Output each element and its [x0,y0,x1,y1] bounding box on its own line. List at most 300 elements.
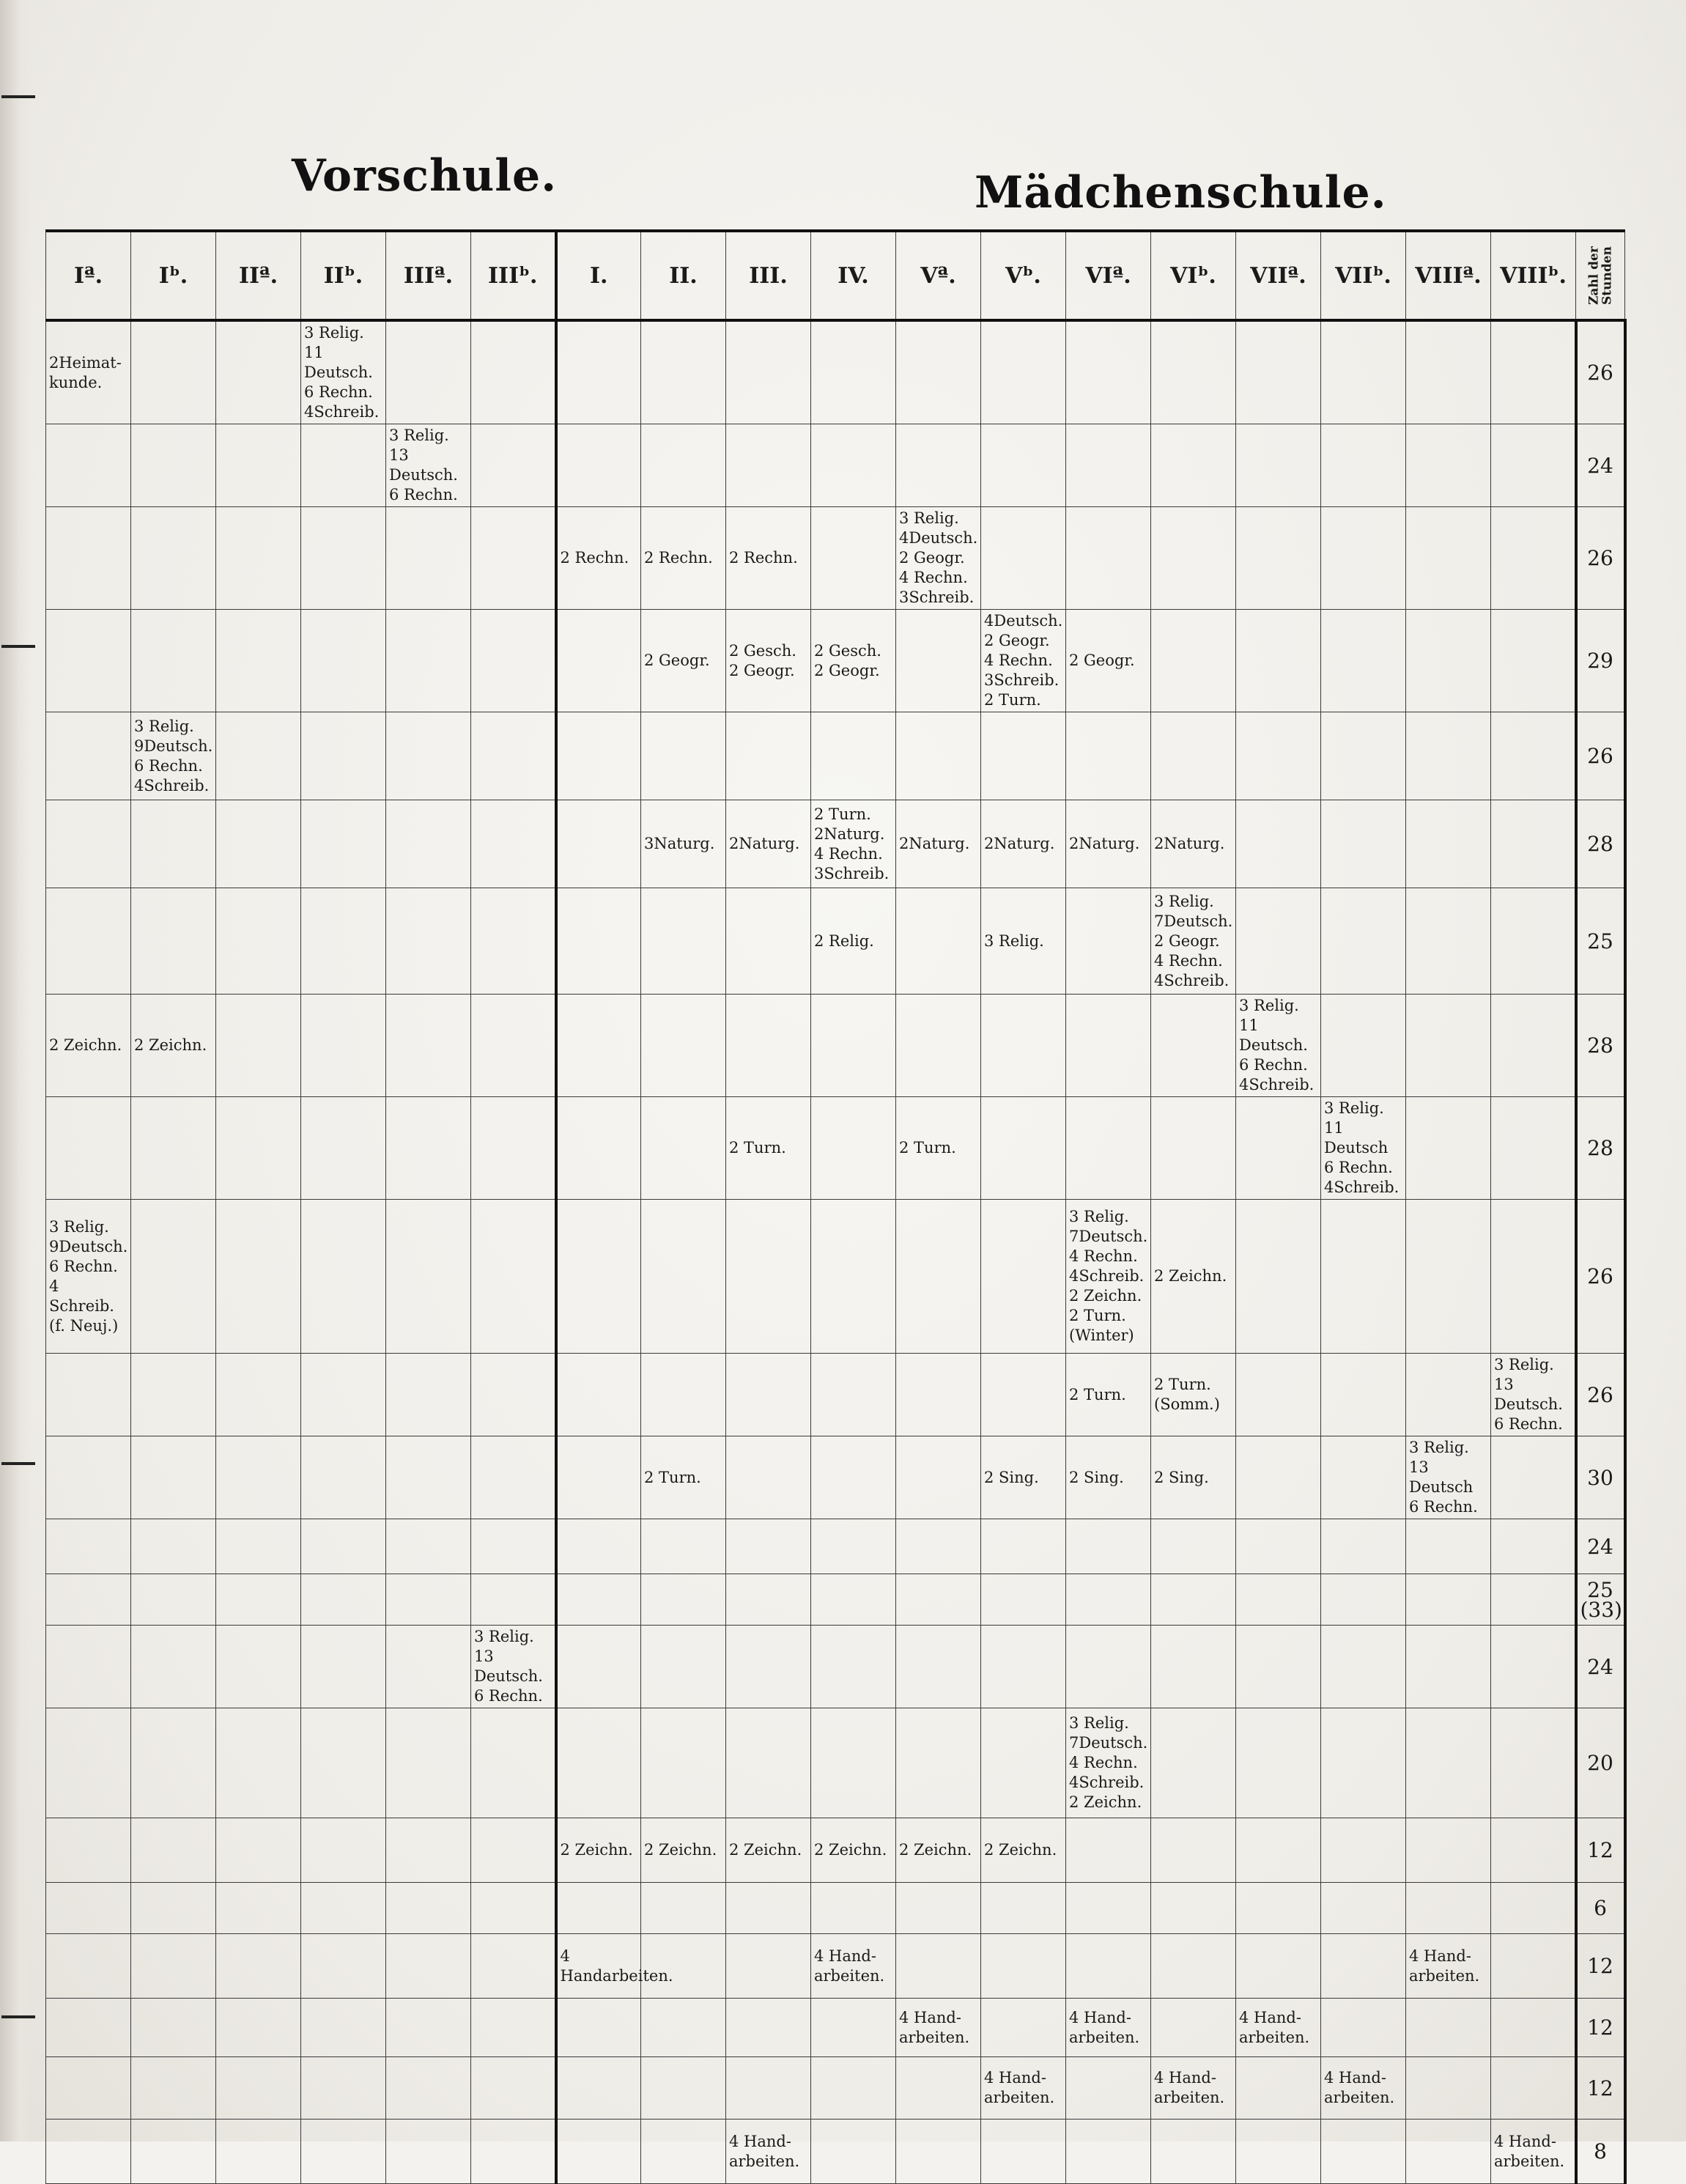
table-cell [216,800,301,888]
table-cell: 2Naturg. [1151,800,1236,888]
table-cell [216,610,301,712]
table-cell [726,1708,811,1818]
table-cell [811,1883,896,1934]
table-cell: 2 Rechn. [641,507,726,610]
table-cell [46,1999,131,2057]
table-cell: 3 Relig. 7Deutsch. 4 Rechn. 4Schreib. 2 Zeichn. 2 Turn. (Winter) [1066,1200,1151,1354]
table-cell [46,1097,131,1200]
table-cell [46,1519,131,1574]
table-cell [301,1626,386,1708]
table-cell [1491,2057,1576,2120]
table-row [46,1999,1625,2057]
table-cell [1236,1883,1321,1934]
column-header: Iª. [46,231,131,320]
table-cell [301,1708,386,1818]
table-cell [46,1354,131,1436]
table-cell [471,712,556,800]
table-cell [1321,1354,1406,1436]
hours-cell: 24 [1576,1626,1625,1708]
table-cell [896,1883,981,1934]
table-cell [556,712,641,800]
table-cell [641,1934,726,1999]
table-cell [471,1200,556,1354]
table-cell [131,2120,216,2184]
table-cell [386,320,471,424]
hours-cell: 26 [1576,712,1625,800]
table-cell [301,1818,386,1883]
table-cell: 2Naturg. [1066,800,1151,888]
table-cell [556,1097,641,1200]
table-cell: 2 Zeichn. [896,1818,981,1883]
table-row [46,800,1625,888]
table-cell [1406,1097,1491,1200]
table-cell [1151,320,1236,424]
table-row [46,712,1625,800]
table-cell [131,1200,216,1354]
table-cell [131,1436,216,1519]
table-cell [896,2057,981,2120]
table-cell [386,1574,471,1626]
table-cell [1236,1708,1321,1818]
table-cell [471,424,556,507]
table-cell: 4 Hand- arbeiten. [981,2057,1066,2120]
table-cell [46,2057,131,2120]
table-cell [641,1999,726,2057]
table-cell [46,2120,131,2184]
table-cell [1406,1626,1491,1708]
table-row [46,507,1625,610]
table-cell [1066,1097,1151,1200]
table-cell: 2 Zeichn. [46,995,131,1097]
table-cell [1321,507,1406,610]
table-cell [1066,1934,1151,1999]
table-cell [726,1354,811,1436]
table-cell [216,1883,301,1934]
table-cell [981,1574,1066,1626]
hours-cell: 26 [1576,320,1625,424]
table-cell [131,424,216,507]
table-cell: 2 Turn. (Somm.) [1151,1354,1236,1436]
table-cell [216,507,301,610]
table-cell [981,712,1066,800]
table-cell [726,1436,811,1519]
table-cell [981,1200,1066,1354]
table-cell [981,995,1066,1097]
table-cell [46,1934,131,1999]
table-cell [301,1883,386,1934]
table-cell [1321,1818,1406,1883]
table-cell [386,800,471,888]
table-cell [981,507,1066,610]
table-cell [471,1097,556,1200]
column-header: III. [726,231,811,320]
table-cell [1406,1883,1491,1934]
table-cell [1066,1883,1151,1934]
table-cell: 4 Hand- arbeiten. [726,2120,811,2184]
table-cell [216,2057,301,2120]
table-cell [811,1999,896,2057]
table-cell [471,1999,556,2057]
table-row [46,1519,1625,1574]
table-row [46,1883,1625,1934]
table-cell [1236,610,1321,712]
table-cell [811,1200,896,1354]
table-cell: 3 Relig. 9Deutsch. 6 Rechn. 4 Schreib. (f. Neuj.) [46,1200,131,1354]
table-cell: 2Heimat- kunde. [46,320,131,424]
table-cell [1236,2120,1321,2184]
column-header: IIIª. [386,231,471,320]
hours-cell: 25 [1576,888,1625,995]
hours-cell: 24 [1576,424,1625,507]
table-cell [1406,2057,1491,2120]
table-cell [556,1519,641,1574]
hours-column-header: Zahl der Stunden [1576,231,1625,320]
table-cell [1406,507,1491,610]
table-cell [1321,888,1406,995]
table-cell [641,2120,726,2184]
table-cell [1491,1097,1576,1200]
table-cell [1236,888,1321,995]
table-cell [981,1708,1066,1818]
table-cell: 4Deutsch. 2 Geogr. 4 Rechn. 3Schreib. 2 Turn. [981,610,1066,712]
table-cell [46,800,131,888]
column-header: VIIᵇ. [1321,231,1406,320]
table-cell [1151,507,1236,610]
table-cell [641,424,726,507]
table-cell: 2 Geogr. [1066,610,1151,712]
table-cell [1066,1818,1151,1883]
table-cell [1491,1436,1576,1519]
table-cell [1321,712,1406,800]
table-cell [1321,1883,1406,1934]
table-cell: 4 Hand- arbeiten. [1151,2057,1236,2120]
table-cell: 2 Zeichn. [981,1818,1066,1883]
table-cell [981,1626,1066,1708]
table-cell [46,1818,131,1883]
table-cell [981,320,1066,424]
table-cell [1151,1708,1236,1818]
table-cell [301,1934,386,1999]
table-cell [301,2057,386,2120]
table-cell: 3 Relig. 4Deutsch. 2 Geogr. 4 Rechn. 3Schreib. [896,507,981,610]
hours-cell: 6 [1576,1883,1625,1934]
table-cell [1236,1574,1321,1626]
hours-cell: 30 [1576,1436,1625,1519]
table-cell [896,1934,981,1999]
table-cell: 2 Gesch. 2 Geogr. [726,610,811,712]
table-cell [386,1818,471,1883]
table-cell: 2 Rechn. [726,507,811,610]
table-cell: 2 Rechn. [556,507,641,610]
table-cell [1236,320,1321,424]
table-cell [896,1626,981,1708]
table-cell [131,1354,216,1436]
table-row [46,1436,1625,1519]
table-cell [301,1200,386,1354]
column-header: Vª. [896,231,981,320]
table-cell [896,1519,981,1574]
table-cell [726,995,811,1097]
table-cell [386,1097,471,1200]
table-cell [726,712,811,800]
table-cell [386,507,471,610]
table-cell [131,1574,216,1626]
table-cell [1491,888,1576,995]
table-cell [46,1574,131,1626]
table-cell: 2 Zeichn. [726,1818,811,1883]
table-cell [216,1436,301,1519]
table-cell [1151,1818,1236,1883]
table-cell [1236,1519,1321,1574]
table-row [46,1354,1625,1436]
table-cell [981,2120,1066,2184]
table-cell [1151,1999,1236,2057]
column-header: I. [556,231,641,320]
table-cell [726,2057,811,2120]
table-row [46,610,1625,712]
table-cell [1406,1354,1491,1436]
table-cell [301,1519,386,1574]
table-cell [811,1097,896,1200]
table-cell [556,1708,641,1818]
table-cell [1491,1626,1576,1708]
table-cell: 4 Hand- arbeiten. [811,1934,896,1999]
header-row [46,231,1625,320]
table-cell [1321,1934,1406,1999]
table-row [46,1934,1625,1999]
table-cell [641,1883,726,1934]
table-cell: 2 Zeichn. [556,1818,641,1883]
table-cell [1491,1200,1576,1354]
table-cell [1236,1818,1321,1883]
table-cell [216,1708,301,1818]
table-cell [131,1883,216,1934]
table-cell [1151,1574,1236,1626]
table-cell [1406,1519,1491,1574]
table-cell [641,1626,726,1708]
table-cell: 4 Handarbeiten. [556,1934,641,1999]
table-cell [471,800,556,888]
table-cell [1236,2057,1321,2120]
table-cell [1321,1200,1406,1354]
table-cell [556,424,641,507]
table-cell: 2 Sing. [1066,1436,1151,1519]
table-cell: 2 Turn. [1066,1354,1151,1436]
table-cell [641,888,726,995]
table-cell: 3 Relig. 7Deutsch. 4 Rechn. 4Schreib. 2 Zeichn. [1066,1708,1151,1818]
hours-cell: 25 (33) [1576,1574,1625,1626]
table-cell: 2 Relig. [811,888,896,995]
table-cell [1151,2120,1236,2184]
table-cell [216,424,301,507]
table-cell [896,888,981,995]
table-cell [301,800,386,888]
table-cell [1151,610,1236,712]
table-cell [1406,1999,1491,2057]
table-cell [726,888,811,995]
table-cell [896,2120,981,2184]
table-row [46,1574,1625,1626]
table-cell [1406,320,1491,424]
table-cell: 4 Hand- arbeiten. [1406,1934,1491,1999]
table-cell [1066,2120,1151,2184]
table-cell [556,320,641,424]
table-cell [471,1519,556,1574]
table-row [46,2057,1625,2120]
table-cell [301,1999,386,2057]
table-cell: 4 Hand- arbeiten. [1066,1999,1151,2057]
column-header: IIIᵇ. [471,231,556,320]
table-cell [216,1818,301,1883]
table-cell [1491,1999,1576,2057]
table-cell [556,2057,641,2120]
hours-cell: 28 [1576,800,1625,888]
table-cell: 2 Turn. [726,1097,811,1200]
table-cell [301,1354,386,1436]
table-cell [556,1436,641,1519]
table-cell [1491,610,1576,712]
column-header: IIᵇ. [301,231,386,320]
column-header: II. [641,231,726,320]
table-cell [556,1574,641,1626]
table-cell [216,1626,301,1708]
table-cell [1321,1436,1406,1519]
table-cell [301,507,386,610]
table-cell [301,424,386,507]
table-cell [556,1354,641,1436]
binding-mark [1,2015,35,2018]
table-cell [896,1708,981,1818]
column-header: VIIIᵇ. [1491,231,1576,320]
table-row [46,995,1625,1097]
table-cell [1236,1200,1321,1354]
table-cell [471,320,556,424]
table-cell [216,995,301,1097]
table-cell [471,1934,556,1999]
table-cell: 3 Relig. 9Deutsch. 6 Rechn. 4Schreib. [131,712,216,800]
table-cell [641,712,726,800]
table-cell [1321,1519,1406,1574]
table-cell [216,1200,301,1354]
table-cell [1491,424,1576,507]
table-cell [1491,1708,1576,1818]
table-cell [1491,1574,1576,1626]
table-cell [301,1574,386,1626]
hours-cell: 28 [1576,1097,1625,1200]
table-cell [726,1574,811,1626]
table-cell: 2 Turn. [896,1097,981,1200]
table-cell [1236,507,1321,610]
table-cell: 3 Relig. 13 Deutsch. 6 Rechn. [386,424,471,507]
table-cell [301,1436,386,1519]
table-cell [1491,1883,1576,1934]
column-header: IV. [811,231,896,320]
table-cell [1151,1097,1236,1200]
table-cell [471,1574,556,1626]
table-row [46,424,1625,507]
table-cell [1066,888,1151,995]
table-cell [131,1934,216,1999]
table-cell [981,1934,1066,1999]
table-cell [981,424,1066,507]
table-cell [471,1708,556,1818]
table-cell [386,610,471,712]
table-cell [981,1999,1066,2057]
table-cell [131,610,216,712]
table-cell [471,1883,556,1934]
table-cell [1321,2120,1406,2184]
table-cell [811,2120,896,2184]
table-cell [896,1200,981,1354]
column-header: VIIª. [1236,231,1321,320]
table-cell: 2Naturg. [726,800,811,888]
table-cell [556,888,641,995]
hours-cell: 29 [1576,610,1625,712]
table-cell [1406,800,1491,888]
table-cell [386,1883,471,1934]
table-cell [811,320,896,424]
table-cell [471,995,556,1097]
table-cell: 2 Turn. [641,1436,726,1519]
table-cell: 2 Zeichn. [641,1818,726,1883]
table-cell [386,888,471,995]
table-cell [556,800,641,888]
table-cell [641,1200,726,1354]
hours-cell: 12 [1576,1818,1625,1883]
table-cell [811,1436,896,1519]
table-cell [471,1818,556,1883]
table-cell [726,424,811,507]
table-cell [301,888,386,995]
table-cell [1491,320,1576,424]
hours-cell: 26 [1576,1200,1625,1354]
table-cell [216,2120,301,2184]
table-cell [641,1574,726,1626]
table-cell: 2 Turn. 2Naturg. 4 Rechn. 3Schreib. [811,800,896,888]
table-cell [131,1519,216,1574]
column-header: VIª. [1066,231,1151,320]
table-cell [1321,995,1406,1097]
table-cell [981,1883,1066,1934]
table-cell [811,424,896,507]
table-cell [1406,1708,1491,1818]
table-cell [811,507,896,610]
table-cell [1066,712,1151,800]
table-cell [1151,995,1236,1097]
table-cell [471,1354,556,1436]
table-cell: 2Naturg. [896,800,981,888]
hours-cell: 12 [1576,2057,1625,2120]
table-cell: 3 Relig. 13 Deutsch 6 Rechn. [1406,1436,1491,1519]
table-cell [556,1626,641,1708]
table-cell [46,1436,131,1519]
table-cell: 3 Relig. 11 Deutsch. 6 Rechn. 4Schreib. [1236,995,1321,1097]
column-header: Iᵇ. [131,231,216,320]
table-cell [131,1626,216,1708]
table-cell [216,1934,301,1999]
table-cell [1066,1574,1151,1626]
table-cell [386,2057,471,2120]
table-cell [1491,995,1576,1097]
table-cell [981,1097,1066,1200]
table-cell [1491,712,1576,800]
table-cell: 4 Hand- arbeiten. [1321,2057,1406,2120]
table-cell [1491,1818,1576,1883]
table-cell [131,2057,216,2120]
table-cell: 3Naturg. [641,800,726,888]
heading-maedchenschule: Mädchenschule. [975,167,1387,218]
table-cell [301,1097,386,1200]
